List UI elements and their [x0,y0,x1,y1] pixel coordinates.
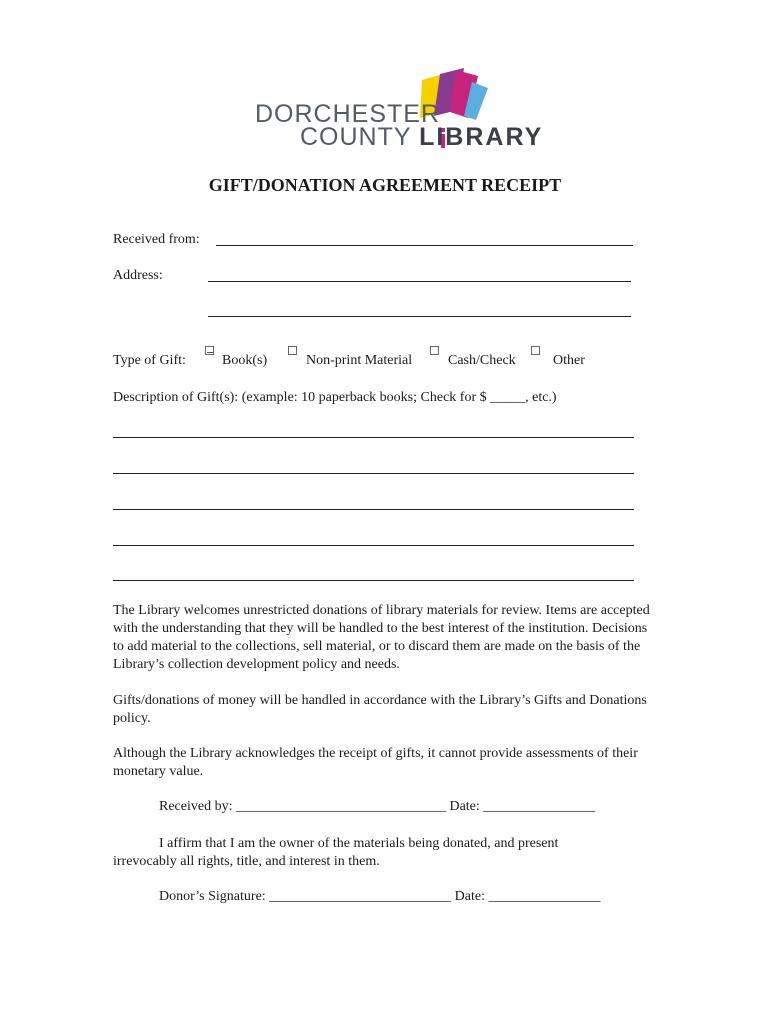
cash-check-option-label: Cash/Check [448,353,516,368]
description-label: Description of Gift(s): (example: 10 paperback books; Check for $ _____, etc.) [113,390,557,405]
received-from-field[interactable] [216,245,633,246]
affirmation-text-line-2: irrevocably all rights, title, and interest in them. [113,854,380,869]
non-print-checkbox[interactable] [288,346,297,355]
policy-paragraph: The Library welcomes unrestricted donations of library materials for review. Items are accepted with the understanding that they will be handled to the best interest of the institution. Decisions to add material to the collections, sell material, or to discard them are made on the basis of the Library’s collection development policy and needs. [113,603,650,672]
received-from-label: Received from: [113,232,200,247]
description-line-4[interactable] [113,545,634,546]
address-label: Address: [113,268,163,283]
description-line-3[interactable] [113,509,634,510]
affirmation-text-line-1: I affirm that I am the owner of the materials being donated, and present [159,836,559,851]
description-line-1[interactable] [113,437,634,438]
other-checkbox[interactable] [531,346,540,355]
logo-text-dorchester: DORCHESTER [255,100,441,128]
books-checkbox[interactable] [205,346,214,355]
gift-type-label: Type of Gift: [113,353,186,368]
logo-text-county-library [300,123,543,152]
logo-text-county: COUNTY [300,123,412,151]
assessment-paragraph: Although the Library acknowledges the receipt of gifts, it cannot provide assessments of their monetary value. [113,746,638,779]
cash-check-checkbox[interactable] [430,346,439,355]
logo-text-library: LIBRARY [419,123,544,151]
donor-signature-date-line[interactable]: Donor’s Signature: __________________________ Date: ________________ [159,889,601,904]
description-line-5[interactable] [113,580,634,581]
address-field-line-1[interactable] [208,281,631,282]
address-field-line-2[interactable] [208,316,631,317]
received-by-date-line[interactable]: Received by: ______________________________ Date: ________________ [159,799,596,814]
page-title: GIFT/DONATION AGREEMENT RECEIPT [208,175,562,195]
description-line-2[interactable] [113,473,634,474]
non-print-option-label: Non-print Material [306,353,413,368]
money-policy-paragraph: Gifts/donations of money will be handled in accordance with the Library’s Gifts and Donations policy. [113,693,647,726]
books-option-label: Book(s) [222,353,268,368]
other-option-label: Other [553,353,585,368]
